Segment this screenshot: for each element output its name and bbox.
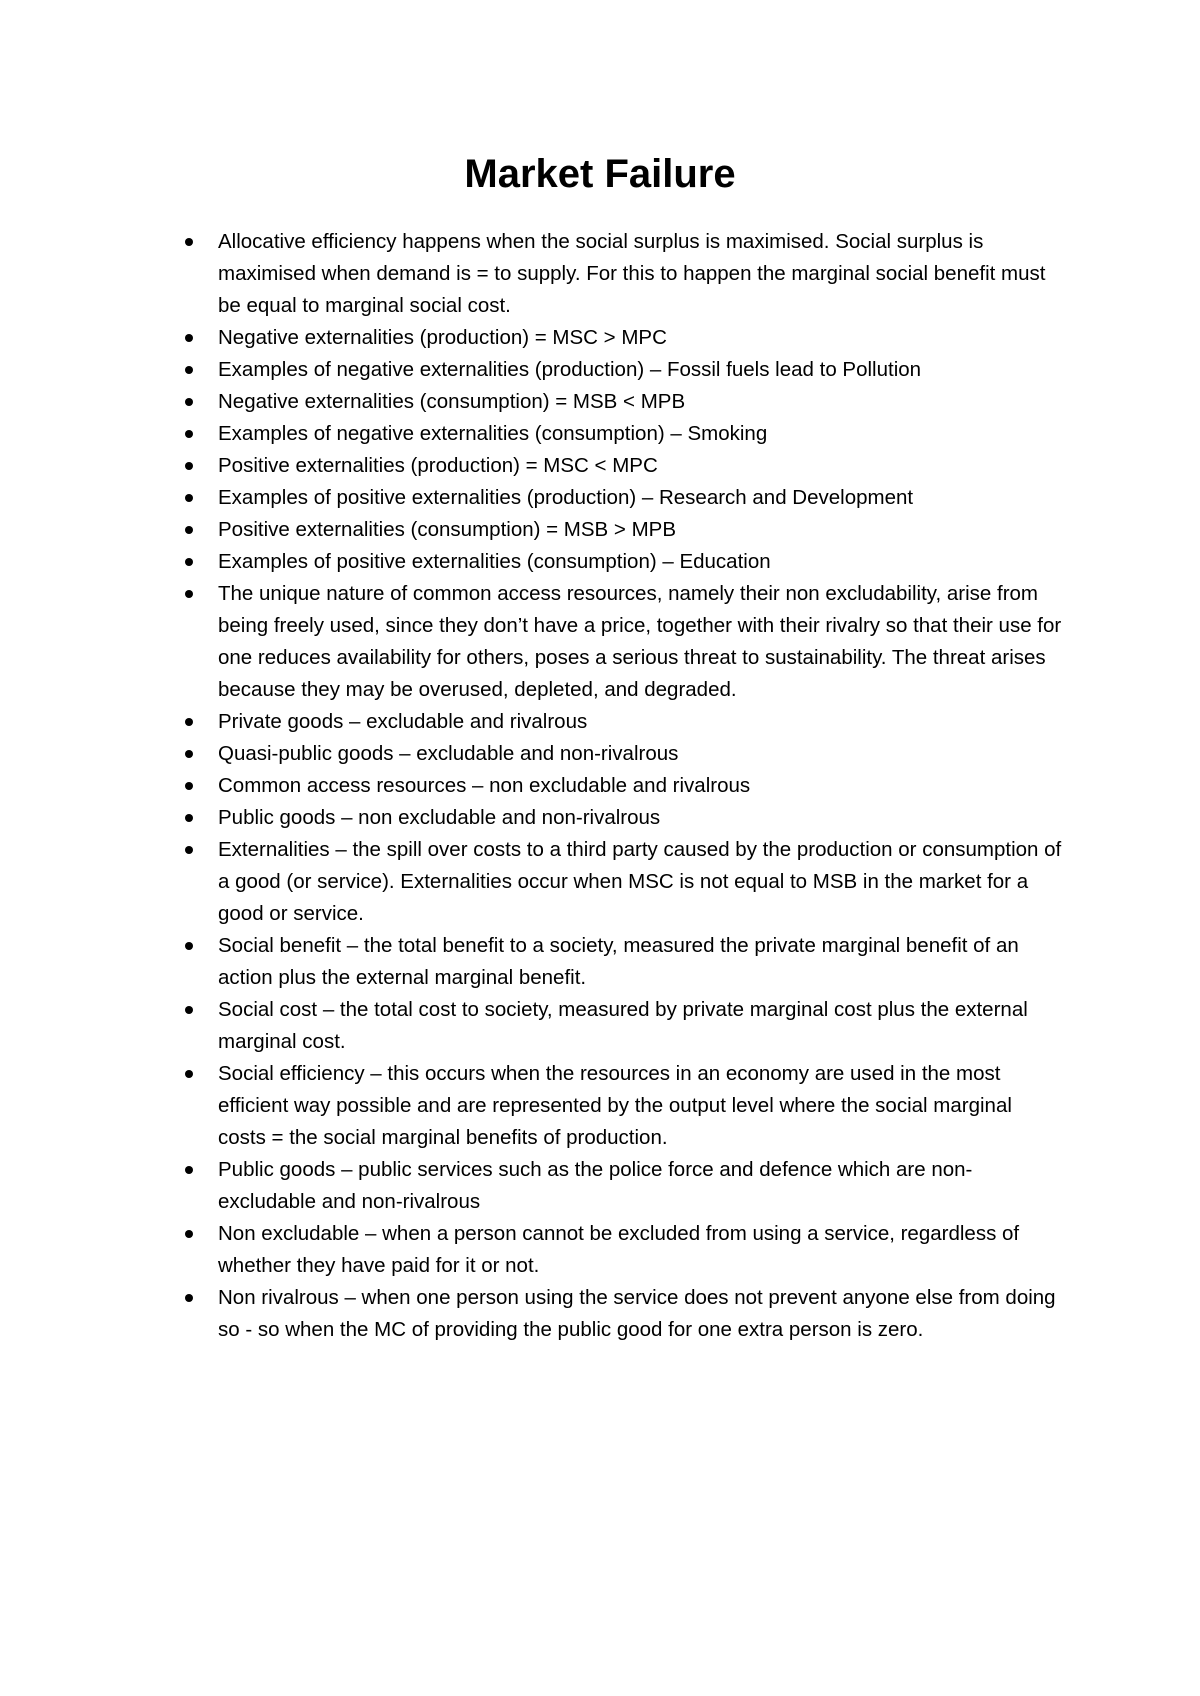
bullet-icon bbox=[185, 238, 193, 246]
list-item bbox=[184, 482, 1064, 514]
list-item bbox=[184, 418, 1064, 450]
bullet-icon bbox=[185, 590, 193, 598]
list-item-text: Non rivalrous – when one person using the service does not prevent anyone else from doing so - so when the MC of providing the public good for one extra person is zero. bbox=[218, 1286, 1056, 1341]
bullet-icon bbox=[185, 558, 193, 566]
bullet-list bbox=[184, 226, 1064, 1346]
list-item-text: Allocative efficiency happens when the social surplus is maximised. Social surplus is maximised when demand is = to supply. For this to happen the marginal social benefit must be equal to marginal social cost. bbox=[218, 230, 1046, 317]
list-item-text: Social cost – the total cost to society, measured by private marginal cost plus the external marginal cost. bbox=[218, 998, 1028, 1053]
bullet-icon bbox=[185, 1166, 193, 1174]
list-item-text: Positive externalities (consumption) = MSB > MPB bbox=[218, 518, 677, 541]
bullet-icon bbox=[185, 1006, 193, 1014]
bullet-icon bbox=[185, 430, 193, 438]
list-item-text: Negative externalities (production) = MSC > MPC bbox=[218, 326, 667, 349]
list-item bbox=[184, 706, 1064, 738]
bullet-icon bbox=[185, 366, 193, 374]
list-item bbox=[184, 738, 1064, 770]
list-item bbox=[184, 770, 1064, 802]
list-item-text: Social efficiency – this occurs when the resources in an economy are used in the most efficient way possible and are represented by the output level where the social marginal costs = the social marginal benefits of production. bbox=[218, 1062, 1012, 1149]
bullet-icon bbox=[185, 846, 193, 854]
list-item-text: Externalities – the spill over costs to a third party caused by the production or consumption of a good (or service). Externalities occur when MSC is not equal to MSB in the market for a good or service. bbox=[218, 838, 1062, 925]
list-item-text: Examples of positive externalities (consumption) – Education bbox=[218, 550, 771, 573]
bullet-icon bbox=[185, 462, 193, 470]
list-item bbox=[184, 578, 1064, 706]
list-item bbox=[184, 1154, 1064, 1218]
bullet-icon bbox=[185, 494, 193, 502]
list-item bbox=[184, 546, 1064, 578]
list-item-text: Examples of negative externalities (production) – Fossil fuels lead to Pollution bbox=[218, 358, 922, 381]
bullet-icon bbox=[185, 1070, 193, 1078]
list-item-text: Private goods – excludable and rivalrous bbox=[218, 710, 588, 733]
list-item bbox=[184, 1218, 1064, 1282]
list-item-text: Public goods – public services such as the police force and defence which are non-excludable and non-rivalrous bbox=[218, 1158, 973, 1213]
list-item-text: Examples of positive externalities (production) – Research and Development bbox=[218, 486, 914, 509]
list-item bbox=[184, 386, 1064, 418]
bullet-icon bbox=[185, 750, 193, 758]
list-item-text: Negative externalities (consumption) = MSB < MPB bbox=[218, 390, 686, 413]
list-item-text: Common access resources – non excludable and rivalrous bbox=[218, 774, 751, 797]
list-item-text: Non excludable – when a person cannot be excluded from using a service, regardless of whether they have paid for it or not. bbox=[218, 1222, 1020, 1277]
list-item bbox=[184, 1282, 1064, 1346]
list-item bbox=[184, 802, 1064, 834]
list-item bbox=[184, 450, 1064, 482]
bullet-icon bbox=[185, 1294, 193, 1302]
list-item-text: Social benefit – the total benefit to a society, measured the private marginal benefit of an action plus the external marginal benefit. bbox=[218, 934, 1019, 989]
list-item bbox=[184, 514, 1064, 546]
list-item-text: Examples of negative externalities (consumption) – Smoking bbox=[218, 422, 768, 445]
list-item bbox=[184, 930, 1064, 994]
list-item bbox=[184, 834, 1064, 930]
bullet-icon bbox=[185, 782, 193, 790]
list-item-text: Quasi-public goods – excludable and non-rivalrous bbox=[218, 742, 679, 765]
list-item-text: Public goods – non excludable and non-rivalrous bbox=[218, 806, 661, 829]
list-item bbox=[184, 1058, 1064, 1154]
bullet-icon bbox=[185, 334, 193, 342]
list-item bbox=[184, 226, 1064, 322]
list-item bbox=[184, 354, 1064, 386]
bullet-icon bbox=[185, 718, 193, 726]
bullet-icon bbox=[185, 398, 193, 406]
list-item bbox=[184, 322, 1064, 354]
bullet-icon bbox=[185, 814, 193, 822]
page-title: Market Failure bbox=[464, 152, 736, 196]
bullet-icon bbox=[185, 1230, 193, 1238]
list-item-text: Positive externalities (production) = MSC < MPC bbox=[218, 454, 658, 477]
bullet-icon bbox=[185, 526, 193, 534]
list-item bbox=[184, 994, 1064, 1058]
list-item-text: The unique nature of common access resources, namely their non excludability, arise from being freely used, since they don’t have a price, together with their rivalry so that their use for one reduces availability for others, poses a serious threat to sustainability. The threat arises because they may be overused, depleted, and degraded. bbox=[218, 582, 1062, 701]
bullet-icon bbox=[185, 942, 193, 950]
